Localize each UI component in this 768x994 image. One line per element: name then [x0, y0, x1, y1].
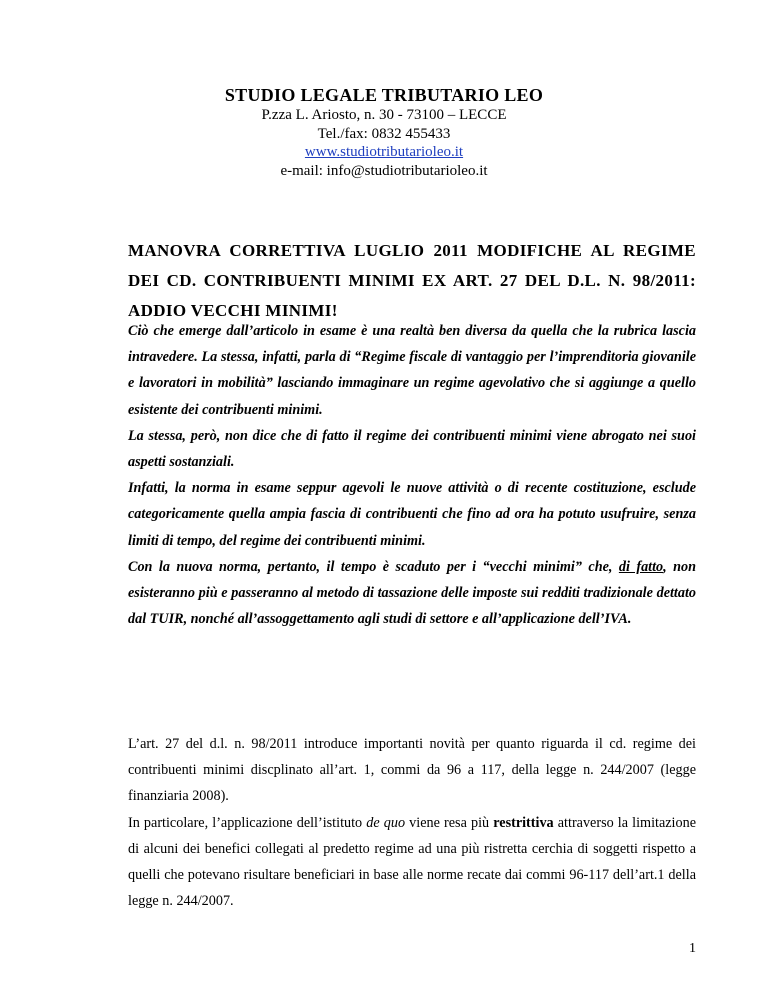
italic-text: de quo: [366, 814, 406, 831]
underlined-text: di fatto: [618, 558, 664, 575]
abstract-paragraph: Ciò che emerge dall’articolo in esame è una realtà ben diversa da quella che la rubrica lascia intravedere. La stessa, infatti, parla di “Regime fiscale di vantaggio per l’imprenditoria giovanile e lavoratori in mobilità” lasciando immaginare un regime agevolativo che si aggiunge a quello esistente dei contribuenti minimi.: [128, 323, 696, 418]
body-text: [128, 731, 696, 914]
page-number: 1: [689, 941, 696, 956]
abstract-paragraph: La stessa, però, non dice che di fatto il regime dei contribuenti minimi viene abrogato nei suoi aspetti sostanziali.: [128, 427, 696, 471]
firm-email: e-mail: info@studiotributarioleo.it: [280, 162, 488, 179]
bold-text: restrittiva: [493, 814, 554, 831]
body-paragraph: L’art. 27 del d.l. n. 98/2011 introduce importanti novità per quanto riguarda il cd. regime dei contribuenti minimi discplinato all’art. 1, commi da 96 a 117, della legge n. 244/2007 (legge finanziaria 2008).: [128, 736, 696, 805]
body-text-span: viene resa più: [405, 814, 494, 831]
firm-name: STUDIO LEGALE TRIBUTARIO LEO: [224, 85, 544, 105]
firm-address: P.zza L. Ariosto, n. 30 - 73100 – LECCE: [261, 107, 507, 123]
abstract-paragraph: [128, 554, 696, 633]
body-text-span: attraverso la limitazione di alcuni dei benefici collegati al predetto regime ad una più ristretta cerchia di soggetti rispetto a quelli che potevano risultare beneficiari in base alle norme recate dai commi 96-117 dell’art.1 della legge n. 244/2007.: [128, 814, 696, 910]
website-link[interactable]: www.studiotributarioleo.it: [304, 144, 464, 160]
letterhead: [0, 84, 768, 180]
abstract-text: , non esisteranno più e passeranno al metodo di tassazione delle imposte sui redditi tradizionale dettato dal TUIR, nonché all’assoggettamento agli studi di settore e all’applicazione dell’IVA.: [128, 558, 696, 628]
abstract-paragraph: Infatti, la norma in esame seppur agevoli le nuove attività o di recente costituzione, esclude categoricamente quella ampia fascia di contribuenti che fino ad ora ha potuto usufruire, senza limiti di tempo, del regime dei contribuenti minimi.: [128, 480, 696, 549]
abstract-text: Con la nuova norma, pertanto, il tempo è scaduto per i “vecchi minimi” che,: [128, 558, 619, 575]
document-title: MANOVRA CORRETTIVA LUGLIO 2011 MODIFICHE AL REGIME DEI CD. CONTRIBUENTI MINIMI EX ART. 27 DEL D.L. N. 98/2011: ADDIO VECCHI MINIMI!: [128, 241, 696, 320]
abstract: [128, 318, 696, 632]
body-paragraph: [128, 810, 696, 915]
firm-phone: Tel./fax: 0832 455433: [317, 125, 451, 142]
body-text-span: In particolare, l’applicazione dell’istituto: [128, 814, 367, 831]
